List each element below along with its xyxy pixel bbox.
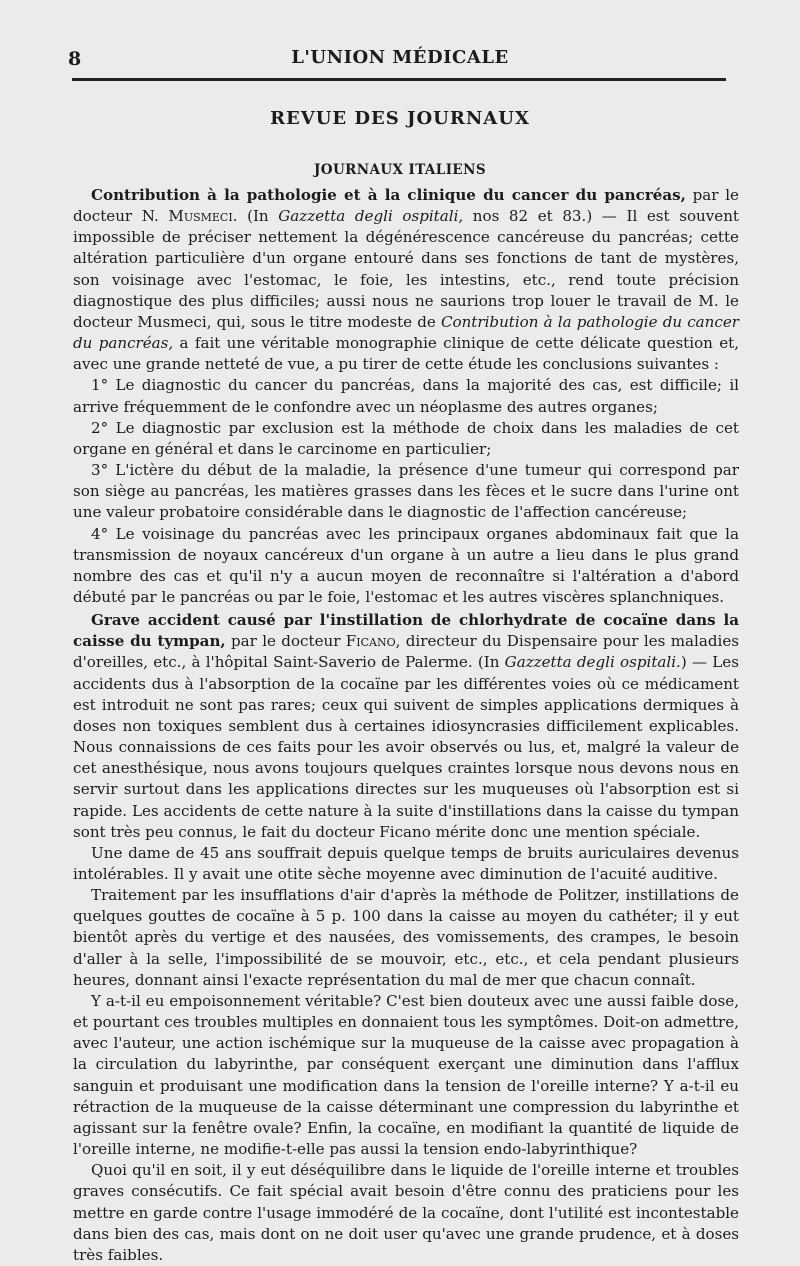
article-1-intro [73,185,739,375]
article-2-intro-a: par le docteur [225,632,346,651]
article-2-author: Ficano [345,632,396,651]
article-2-paragraph-1: Une dame de 45 ans souffrait depuis quelque temps de bruits auriculaires devenus intolérables. Il y avait une otite sèche moyenne avec diminution de l'acuité auditive. [73,843,739,883]
article-1-work-title: Contribution à la pathologie du cancer du pancréas, [73,312,739,353]
article-2-paragraph-2: Traitement par les insufflations d'air d'après la méthode de Politzer, instillations de quelques gouttes de cocaïne à 5 p. 100 dans la caisse au moyen du cathéter; il y eut bientôt après du vertige et des nausées, des vomissements, des crampes, le besoin d'aller à la selle, l'impossibilité de se mouvoir, etc., etc., et cela pendant plusieurs heures, donnant ainsi l'exacte représentation du mal de mer que chacun connaît. [73,886,739,989]
article-1-intro-a: par le docteur N. [73,186,739,226]
conclusion-3: 3° L'ictère du début de la maladie, la présence d'une tumeur qui correspond par son siège au pancréas, les matières grasses dans les fèces et le sucre dans l'urine ont une valeur probatoire considérable dans le diagnostic de l'affection cancéreuse; [73,461,739,522]
article-2-journal: Gazzetta degli ospitali. [504,653,681,672]
page-number: 8 [68,48,82,70]
conclusion-1: 1° Le diagnostic du cancer du pancréas, dans la majorité des cas, est difficile; il arrive fréquemment de le confondre avec un néoplasme des autres organes; [73,376,739,416]
article-1-author: Musmeci [168,207,233,226]
article-2-intro-b: , directeur du Dispensaire pour les maladies d'oreilles, etc., à l'hôpital Saint-Saverio de Palerme. (In [73,632,739,672]
article-1-intro-c: nos 82 et 83.) — Il est souvent impossible de préciser nettement la dégénérescence cancéreuse du pancréas; cette altération particulière d'un organe entouré dans ses fonctions de tant de mystères, son voisinage avec l'estomac, le foie, les intestins, etc., rend toute précision diagnostique des plus difficiles; aussi nous ne saurions trop louer le travail de M. le docteur Musmeci, qui, sous le titre modeste de [73,207,739,331]
conclusion-4: 4° Le voisinage du pancréas avec les principaux organes abdominaux fait que la transmission de noyaux cancéreux d'un organe à un autre a lieu dans le plus grand nombre des cas et qu'il n'y a aucun moyen de reconnaître si l'altération a d'abord débuté par le pancréas ou par le foie, l'estomac et les autres viscères splanchniques. [73,524,739,606]
subsection-title: JOURNAUX ITALIENS [314,162,486,178]
article-1-intro-b: . (In [232,207,279,226]
section-title: REVUE DES JOURNAUX [270,108,530,129]
article-1-title: Contribution à la pathologie et à la clinique du cancer du pancréas, [91,186,686,204]
conclusion-2: 2° Le diagnostic par exclusion est la méthode de choix dans les maladies de cet organe en général et dans le carcinome en particulier; [73,418,739,458]
article-1-journal: Gazzetta degli ospitali, [278,207,464,226]
article-2-intro [73,610,739,843]
article-2-paragraph-3: Y a-t-il eu empoisonnement véritable? C'est bien douteux avec une aussi faible dose, et pourtant ces troubles multiples en donnaient tous les symptômes. Doit-on admettre, avec l'auteur, une action ischémique sur la muqueuse de la caisse avec propagation à la circulation du labyrinthe, par conséquent exerçant une diminution dans l'afflux sanguin et produisant une modification dans la tension de l'oreille interne? Y a-t-il eu rétraction de la muqueuse de la caisse déterminant une compression du labyrinthe et agissant sur la fenêtre ovale? Enfin, la cocaïne, en modifiant la quantité de liquide de l'oreille interne, ne modifie-t-elle pas aussi la tension endo-labyrinthique? [73,991,739,1159]
article-1-intro-d: a fait une véritable monographie clinique de cette délicate question et, avec une grande netteté de vue, a pu tirer de cette étude les conclusions suivantes : [73,334,739,374]
article-2-paragraph-4: Quoi qu'il en soit, il y eut déséquilibre dans le liquide de l'oreille interne et troubles graves consécutifs. Ce fait spécial avait besoin d'être connu des praticiens pour les mettre en garde contre l'usage immodéré de la cocaïne, dont l'utilité est incontestable dans bien des cas, mais dont on ne doit user qu'avec une grande prudence, et à doses très faibles. [73,1161,739,1264]
article-2-intro-c: ) — Les accidents dus à l'absorption de la cocaïne par les différentes voies où ce médicament est introduit ne sont pas rares; ceux qui suivent de simples applications dermiques à doses non toxiques semblent dus à certaines idiosyncrasies difficilement explicables. Nous connaissions de ces faits pour les avoir observés ou lus, et, malgré la valeur de cet anesthésique, nous avons toujours quelques craintes lorsque nous devons nous en servir surtout dans les applications directes sur les muqueuses où l'absorption est si rapide. Les accidents de cette nature à la suite d'instillations dans la caisse du tympan sont très peu connus, le fait du docteur Ficano mérite donc une mention spéciale. [73,653,739,841]
running-title: L'UNION MÉDICALE [291,47,509,68]
article-body [73,185,739,1266]
header-rule [72,78,726,81]
article-2-title: Grave accident causé par l'instillation de chlorhydrate de cocaïne dans la caisse du tympan, [73,611,739,651]
